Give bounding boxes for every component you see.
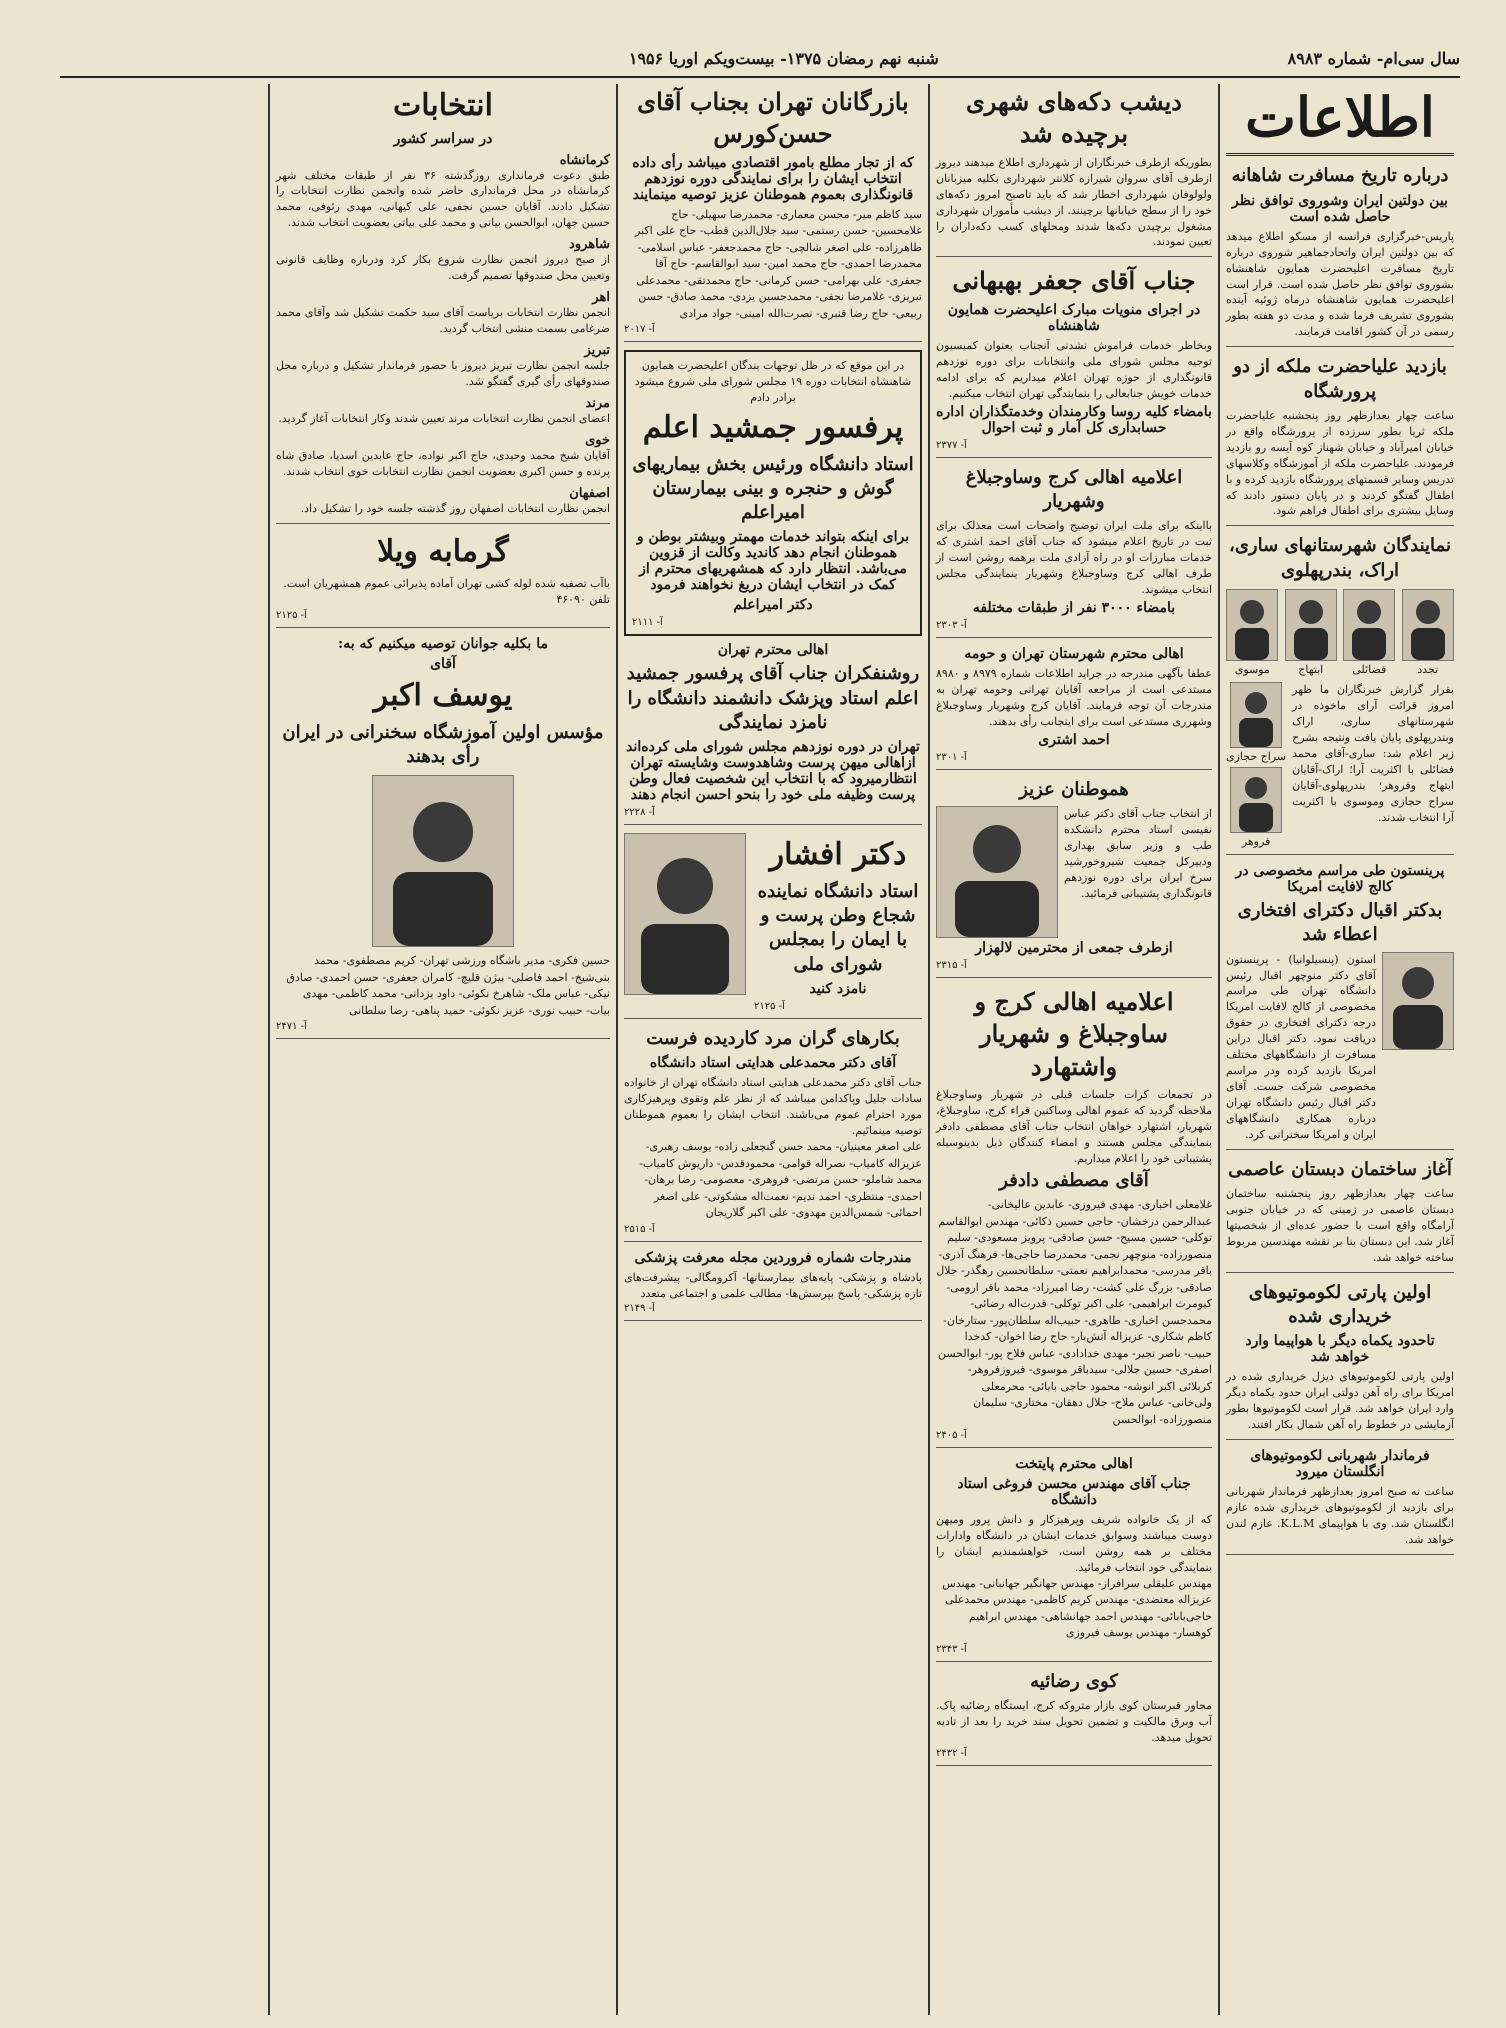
ad-jamshid-aalam — [624, 350, 922, 636]
subheadline: که از تجار مطلع بامور اقتصادی میباشد رأی داده انتخاب ایشان را برای نمایندگی دوره نوزدهم قانونگذاری بعموم هموطنان عزیز توصیه مینمایند — [632, 154, 914, 203]
ad-ref: آ- ۲۳۰۳ — [936, 619, 967, 631]
photo-caption: سراج حجازی — [1226, 750, 1287, 763]
headline: دکتر افشار — [769, 837, 907, 873]
ad-signature: نامزد کنید — [809, 981, 867, 998]
article-body: انجمن نظارت انتخابات بریاست آقای سید حکمت تشکیل شد وآقای محمد ضرغامی بسمت منشی انتخاب گردید. — [276, 306, 610, 336]
newspaper-page — [60, 40, 1460, 2015]
candidate-name: پرفسور جمشید اعلم — [642, 410, 904, 446]
ad-voters — [624, 642, 922, 825]
ad-ref: آ- ۲۴۷۱ — [276, 1021, 307, 1033]
ad-intro: ما بکلیه جوانان توصیه میکنیم که به: — [338, 636, 548, 652]
ad-koy-rezaieh — [936, 1670, 1212, 1766]
article-representatives — [1226, 534, 1454, 855]
article-body: استون (پنسیلوانیا) - پرینستون آقای دکتر منوچهر اقبال رئیس دانشگاه تهران طی مراسم مخصوصی از کالج لافایت امریکا درجه دکترای افتخاری در حقوق دریافت نمود. دکتر اقبال دراین مسافرت از دانشگاههای مختلف امریکا بازدید کرده ودر مراسم مخصوصی شرکت جست. آقای دکتر اقبال رئیس دانشگاه تهران درباره همکاری دانشگاههای ایران و امریکا سخنرانی کرد. — [1226, 952, 1376, 1141]
candidate-name: یوسف اکبر — [373, 678, 513, 713]
article-body: بقرار گزارش خبرنگاران ما ظهر امروز قرائت آرای ماخوذه در شهرستانهای ساری، اراک وبندرپهلوی پایان یافت ونتیجه بشرح زیر اعلام شد: ساری-آقای محمد فضائلی با اکثریت آرا؛ اراک-آقایان ابتهاج وفروهر؛ بندرپهلوی-آقایان سراج حجازی وموسوی با اکثریت آرا انتخاب شدند. — [1292, 683, 1454, 824]
portrait-image — [1343, 589, 1395, 661]
article-queen-visit — [1226, 355, 1454, 526]
headline: آغاز ساختمان دبستان عاصمی — [1228, 1158, 1452, 1180]
article-body: طبق دعوت فرمانداری روزگذشته ۳۶ نفر از طبقات مختلف شهر کرمانشاه در محل فرمانداری حاضر شده وانجمن نظارت انتخابات را تشکیل دادند. آقایان حسین نجفی، علی کیهانی، مهدی رئوفی، محمد حسین جهان، ابوالحسن بیانی و محمد علی بیاتی بعضویت انتخاب شدند. — [276, 168, 610, 230]
photo-seraj — [1226, 682, 1286, 763]
subheadline: تاحدود یکماه دیگر با هواپیما وارد خواهد شد — [1245, 1333, 1435, 1366]
article-uk — [1226, 1448, 1454, 1555]
ad-bahbahani — [936, 265, 1212, 457]
ad-ref: آ- ۲۱۲۵ — [754, 1001, 785, 1013]
ad-ashtari — [936, 646, 1212, 770]
signers-list: مهندس علیقلی سرافراز- مهندس جهانگیر جهانبانی- مهندس عزیزاله معتضدی- مهندس کریم کاظمی- مهندس محمدعلی حاجی‌بابائی- مهندس احمد جهانشاهی- مهندس ابراهیم کوهسار- مهندس یوسف فیروزی — [942, 1576, 1212, 1640]
city-ahar: اهر — [592, 290, 610, 306]
ad-foroughi — [936, 1456, 1212, 1662]
subheadline: در سراسر کشور — [393, 130, 493, 147]
headline: کوی رضائیه — [1030, 1670, 1118, 1692]
portrait-row — [1226, 589, 1454, 676]
masthead: اطلاعات — [1226, 88, 1454, 156]
ad-karaj — [936, 466, 1212, 638]
article-honorary-degree — [1226, 863, 1454, 1150]
candidate-name: آقای مصطفی دادفر — [999, 1169, 1149, 1191]
ad-ref: آ- ۲۳۱۵ — [936, 959, 967, 971]
article-body: جلسه انجمن نظارت تبریز دیروز با حضور فرماندار تشکیل و درباره محل صندوقهای رأی گیری گفتگو شد. — [276, 359, 610, 388]
ad-dadfar — [936, 986, 1212, 1448]
ad-ref: آ- ۲۱۲۵ — [276, 610, 307, 621]
ad-phone: تلفن ۴۶۰۹۰ — [556, 593, 610, 607]
headline: انتخابات — [393, 88, 493, 123]
headline: اهالی محترم شهرستان تهران و حومه — [964, 645, 1184, 662]
portrait-afshar — [624, 833, 746, 995]
ad-ref: آ- ۲۲۲۸ — [624, 807, 655, 819]
headline: جناب آقای مهندس محسن فروغی استاد دانشگاه — [957, 1476, 1191, 1509]
headline: روشنفکران جناب آقای پرفسور جمشید اعلم استاد وپزشک دانشمند دانشگاه را نامزد نمایندگی — [626, 663, 920, 734]
photo-mousavi — [1226, 589, 1278, 676]
ad-signature: ازطرف جمعی از محترمین لالهزار — [975, 939, 1173, 956]
ad-ref: آ- ۲۳۷۷ — [936, 439, 967, 451]
ad-body: مؤسس اولین آموزشگاه سخنرانی در ایران رأی بدهند — [282, 721, 604, 767]
ad-ref: آ- ۲۳۰۱ — [936, 751, 967, 763]
ad-signature: بامضاء کلیه روسا وکارمندان وخدمتگذاران اداره حسابداری کل آمار و ثبت احوال — [936, 403, 1212, 436]
portrait-image — [1285, 589, 1337, 661]
ad-body: وبخاطر خدمات فراموش نشدنی آنجناب بعنوان کمیسیون توجیه مجلس شورای ملی وانتخابات برای دوره نوزدهم قانونگذاری از حوزه تهران اعلام میداریم که برای ادامه خدمات خویش جنابعالی را بنمایندگی تهران انتخاب میکنیم. — [936, 338, 1212, 400]
portrait-nafisi — [936, 806, 1058, 938]
signers-list: غلامعلی اخباری- مهدی فیروزی- عابدین عالیخانی- عبدالرحمن درخشان- حاجی حسین ذکائی- مهندس ابوالقاسم توکلی- حسین مسیح- حسن صادقی- پرویز مسعودی- سلیم منصورزاده- منوچهر نجمی- محمدرضا حاجی‌ها- فرهنگ آذری- باقر مدرسی- محمدابراهیم نعمتی- سلطانحسین رهگذر- جلال صادقی- بزرگ علی کشت- رضا امیرزاد- محمد باقر ارومی- کیومرث ابراهیمی- علی اکبر توکلی- قدرت‌اله رضائی- محمدحسن اخباری- طاهری- حبیب‌اله سلطان‌پور- ستارخان- کاظم شکاری- عزیزاله آتش‌بار- حاج رضا اخوان- کدخدا حبیب- ناصر نجیر- مهدی خدادادی- عباس فلاح پور- ابوالحسن اصفری- حسین جلالی- سیدباقر موسوی- فیروزفروهر- کربلائی اکبر انوشه- محمود حاجی بابائی- محرمعلی ولی‌خانی- عباس ملاح- جلال دهقان- مختاری- سلیمان منصورزاده- ابوالحسن — [936, 1198, 1212, 1426]
ad-hedayati — [624, 1027, 922, 1242]
headline: اولین پارتی لکوموتیوهای خریداری شده — [1248, 1281, 1432, 1328]
city-isfahan: اصفهان — [569, 485, 610, 501]
headline: جناب آقای جعفر بهبهانی — [952, 266, 1196, 296]
subheadline: اهالی محترم تهران — [717, 642, 829, 659]
portrait-akbar — [372, 775, 514, 947]
city-khoy: خوی — [585, 432, 610, 448]
article-body: از صبح دیروز انجمن نظارت شروع بکار کرد ودرباره وظایف قانونی وتعیین محل صندوقها تصمیم گرفت. — [276, 253, 610, 283]
column-4 — [270, 84, 616, 2015]
ad-youth — [276, 636, 610, 1039]
photo-caption: تجدد — [1417, 663, 1439, 676]
headline: فرماندار شهربانی لکوموتیوهای انگلستان میرود — [1250, 1448, 1430, 1481]
issue-number: سال سی‌ام- شماره ۸۹۸۳ — [1287, 48, 1460, 68]
ad-ref: آ- ۲۰۱۷ — [624, 324, 655, 336]
photo-caption: فضائلی — [1352, 663, 1387, 676]
portrait-image — [1226, 589, 1278, 661]
ad-body: جناب آقای دکتر محمدعلی هدایتی استاد دانشگاه تهران از خانواده سادات جلیل وپاکدامن میباشد که از نظر علم وتقوی وپرهیزکاری مورد احترام عموم می‌باشند. انتخاب ایشان را بعموم هموطنان توصیه مینمائیم. — [624, 1076, 922, 1138]
subheadline: بین دولتین ایران وشوروی توافق نظر حاصل شده است — [1232, 192, 1448, 225]
ad-body: بااینکه برای ملت ایران توضیح واضحات است معذلک برای ثبت در تاریخ اعلام میشود که جناب آقای احمد اشتری که خدمات مبارزات او در راه آزادی ملت برهمه روشن است از طرف اهالی کرج وساوجبلاغ وشهریار بنمایندگی مجلس انتخاب میشوند. — [936, 519, 1212, 596]
article-body: انجمن نظارت انتخابات اصفهان روز گذشته جلسه خود را تشکیل داد. — [300, 501, 610, 515]
ad-magazine — [624, 1250, 922, 1322]
article-body: پاریس-خبرگزاری فرانسه از مسکو اطلاع میدهد که بین دولتین ایران واتحادجماهیر شوروی درباره تاریخ مسافرت اعلیحضرت همایون شاهنشاه بشوروی توافق نظر حاصل شده است. قرار است اعلیحضرت همایون شاهنشاه درماه ژوئیه آینده بشوروی تشریف فرما شده و مدت دو هفته بطور رسمی در آن کشور اقامت فرمایند. — [1226, 229, 1454, 339]
ad-ref: آ- ۲۴۳۲ — [936, 1747, 967, 1759]
headline: هموطنان عزیز — [1019, 778, 1129, 800]
ad-body: که از یک خانواده شریف وپرهیزکار و دانش پرور ومیهن دوست میباشند وسوابق خدمات ایشان در دانشگاه وادارات مختلف بر همه روشن است، خواهشمندیم ایشان را بنمایندگی خود انتخاب فرمائید. — [936, 1513, 1212, 1574]
ad-intro: در این موقع که در ظل توجهات بندگان اعلیحضرت همایون شاهنشاه انتخابات دوره ۱۹ مجلس شورای ملی شروع میشود برادر دادم — [634, 359, 912, 405]
ad-signature: احمد اشتری — [1038, 731, 1110, 748]
ad-body: مجاور قبرستان کوی بازار متروکه کرج، ایستگاه رضائیه پاک. آب وبرق مالکیت و تضمین تحویل سند خرید را بعد از تادیه تحویل میدهد. — [936, 1699, 1212, 1744]
subheadline: در اجرای منویات مبارک اعلیحضرت همایون شاهنشاه — [947, 301, 1201, 334]
ad-signature: بامضاء ۳۰۰۰ نفر از طبقات مختلفه — [972, 599, 1176, 616]
ad-ref: آ- ۲۱۴۹ — [624, 1303, 655, 1315]
subheadline: پرینستون طی مراسم مخصوصی در کالج لافایت امریکا — [1235, 863, 1445, 895]
portrait-eghbal — [1382, 952, 1454, 1050]
photo-ebtehaj — [1285, 589, 1337, 676]
ad-nafisi — [936, 778, 1212, 978]
portrait-image — [1402, 589, 1454, 661]
ad-kours — [624, 86, 922, 342]
article-body: آقایان شیخ محمد وحیدی، حاج اکبر نواده، حاج عابدین اسدیا، صادق شاه پرنده و حسن اکبری بعضویت انجمن نظارت انتخابات خوی انتخاب شدند. — [276, 448, 610, 478]
headline: نمایندگان شهرستانهای ساری، اراک، بندرپهلوی — [1229, 535, 1451, 581]
portrait-image — [1230, 767, 1282, 833]
article-body: اولین پارتی لکوموتیوهای دیزل خریداری شده در امریکا برای راه آهن دولتی ایران حدود یکماه دیگر وارد ایران خواهد شد. قرار است لکوموتیوها بطور آزمایشی در خطوط راه آهن شمال بکار افتند. — [1226, 1370, 1454, 1432]
ad-agha: آقای — [430, 656, 456, 672]
headline: درباره تاریخ مسافرت شاهانه — [1231, 165, 1449, 187]
headline: بازرگانان تهران بجناب آقای حسن‌کورس — [637, 87, 909, 149]
photo-caption: فروهر — [1241, 835, 1271, 848]
ad-body: تهران در دوره نوزدهم مجلس شورای ملی کرده‌اند ازاهالی میهن پرست وشاهدوست وشایسته تهران انتظارمیرود که با انتخاب این شخصیت فعال وطن پرست وظیفه ملی خود را بنحو احسن انجام دهند — [626, 739, 920, 804]
ad-ref: آ- ۲۵۱۵ — [624, 1223, 655, 1235]
signers-list: سید کاظم میر- محسن معماری- محمدرضا سهیلی- حاج غلامحسین- حسن رستمی- سید جلال‌الدین قطب- حاج علی اکبر طاهرزاده- علی اصغر شالچی- حاج محمدجعفر- عباس اسلامی- محمدرضا احمدی- حاج محمد امین- سید ابوالقاسم- حاج آقا جعفری- علی بهرامی- حسن کرمانی- حاج محمدتقی- محمدعلی تبریزی- غلامرضا نجفی- محمدحسین یزدی- محمد صادق- حسن ربیعی- حاج رضا قنبری- نصرت‌الله امینی- جواد مرادی — [635, 207, 922, 320]
article-body: ساعت چهار بعدازظهر روز پنجشنبه ساختمان دبستان عاصمی در زمینی که در خیابان جنوبی آرامگاه واقع است با حضور عده‌ای از شخصیتها آغاز شد. این دبستان بنا بر نقشه مهندسین مربوط ساخته خواهد شد. — [1226, 1187, 1454, 1264]
article-elections — [276, 86, 610, 524]
headline: بازدید علیاحضرت ملکه از دو پرورشگاه — [1233, 356, 1447, 402]
city-shahrud: شاهرود — [569, 237, 610, 253]
article-body: بطوریکه ازطرف خبرنگاران از شهرداری اطلاع میدهند دیروز ازطرف آقای سروان شیرازه کلانتر شهرداری بکلیه میزبانان ولولوفان شهرداری اخطار شد که باید تاصبح امروز دکه‌های خود را از سطح خیابانها برچینند. از دیشب مأموران شهرداری مشغول برچیدن دکه‌ها شدند ومحلهای کسب دکه‌داران را تعیین نمودند. — [936, 155, 1212, 249]
city-tabriz: تبریز — [584, 343, 610, 358]
photo-fazaeli — [1343, 589, 1395, 676]
city-kermanshah: کرمانشاه — [559, 152, 610, 168]
column-1 — [1220, 84, 1460, 2015]
subheadline: استاد دانشگاه نماینده شجاع وطن پرست و با ایمان را بمجلس شورای ملی — [757, 880, 919, 975]
article-locomotives — [1226, 1281, 1454, 1440]
headline: گرمابه ویلا — [377, 533, 509, 569]
city-marand: مرند — [585, 395, 610, 411]
article-body: اعضای انجمن نظارت انتخابات مرند تعیین شدند وکار انتخابات آغاز گردید. — [278, 411, 610, 425]
article-kiosks — [936, 86, 1212, 257]
column-3 — [618, 84, 928, 2015]
signers-list: علی اصغر معینیان- محمد حسن گنجعلی زاده- یوسف رهبری- عزیزاله کامیاب- نصراله قوامی- محمودقدس- داریوش کامیاب- محمد شاملو- حسن مرتضی- فروهری- معصومی- رضا برهان- احمدی- منتظری- احمد ندیم- نعمت‌اله مشکوتی- علی اصغر احمائی- شمس‌الدین مهدوی- علی اکبر گلاریجان — [639, 1140, 922, 1220]
candidate-title: استاد دانشگاه ورئیس بخش بیماریهای گوش و حنجره و بینی بیمارستان امیراعلم — [632, 453, 914, 524]
headline: بدکتر اقبال دکترای افتخاری اعطاء شد — [1237, 900, 1443, 946]
photo-tajaddod — [1402, 589, 1454, 676]
headline: مندرجات شماره فروردین مجله معرفت پزشکی — [634, 1249, 912, 1266]
ad-body: عطفا بآگهی مندرجه در جراید اطلاعات شماره ۸۹۷۹ و ۸۹۸۰ مستدعی است از مراجعه آقایان تهرانی وحومه تهران به مندرجات آن توجه فرمایند. آقایان کرج وشهریار وساوجبلاغ وشهرری مستدعی است برای اینجانب رأی بدهند. — [936, 666, 1212, 728]
headline: دیشب دکه‌های شهری برچیده شد — [966, 87, 1182, 149]
photo-caption: ابتهاج — [1298, 663, 1324, 676]
top-bar — [60, 40, 1460, 78]
subheadline: اهالی محترم پایتخت — [1015, 1456, 1133, 1473]
issue-date: شنبه نهم رمضان ۱۳۷۵- بیست‌ویکم اوریا ۱۹۵۶ — [628, 48, 939, 68]
signers-list: حسین فکری- مدیر باشگاه ورزشی تهران- کریم مصطفوی- محمد بنی‌شیخ- احمد فاضلی- بیژن قلیچ- کامران جعفری- حسن احمدی- صادق نیکی- عباس ملک- شاهرخ نکوئی- داود یزدانی- محمد کاظمی- مهدی بیات- حبیب نوری- عزیز نکوئی- حمید پناهی- رضا سلطانی — [286, 954, 610, 1017]
ad-body: باآب تصفیه شده لوله کشی تهران آماده پذیرائی عموم همشهریان است. — [283, 577, 610, 591]
ad-body: برای اینکه بتواند خدمات مهمتر وبیشتر بوطن و هموطنان انجام دهد کاندید وکالت از قزوین می‌باشد. انتظار دارد که همشهریهای محترم از کمک در انتخاب ایشان دریغ نخواهند فرمود — [636, 529, 910, 594]
ad-bathhouse — [276, 532, 610, 628]
portrait-image — [1230, 682, 1282, 748]
ad-afshar — [624, 833, 922, 1019]
headline: اعلامیه اهالی کرج و ساوجبلاغ و شهریار واشتهارد — [974, 986, 1174, 1081]
headline: اعلامیه اهالی کرج وساوجبلاغ وشهریار — [965, 466, 1183, 512]
ad-ref: آ- ۲۴۰۵ — [936, 1430, 967, 1442]
photo-caption: موسوی — [1234, 663, 1270, 676]
article-body: ساعت نه صبح امروز بعدازظهر فرماندار شهربانی برای بازدید از لکوموتیوهای خریداری شده عازم انگلستان شد. وی با هواپیمای K.L.M. عازم لندن خواهد شد. — [1226, 1485, 1454, 1546]
article-school — [1226, 1158, 1454, 1273]
article-royal-trip — [1226, 164, 1454, 347]
column-2 — [930, 84, 1218, 2015]
ad-ref: آ- ۲۳۴۳ — [936, 1643, 967, 1655]
headline: بکارهای گران مرد کاردیده فرست — [646, 1028, 900, 1050]
ad-body: در تجمعات کرات جلسات قبلی در شهریار وساوجبلاغ ملاحظه گردید که عموم اهالی وساکنین قراء کرج، ساوجبلاغ، شهریار، اشتهارد خواهان انتخاب جناب آقای مصطفی دادفر بنمایندگی مجلس هستند و امضاء کنندگان ذیل بدینوسیله پشتیبانی خود را اعلام میداریم. — [936, 1088, 1212, 1165]
ad-signature: دکتر امیراعلم — [733, 597, 813, 614]
article-body: ساعت چهار بعدازظهر روز پنجشنبه علیاحضرت ملکه ثریا بطور سرزده از پرورشگاه واقع در خیابان امیرآباد و خیابان شهناز کوه آیسه رو بازدید فرمودند. علیاحضرت ملکه از آموزشگاه وکلاسهای تدریس وسایر قسمتهای پرورشگاه بازدید کرده و با اطفال گفتگو کردند و در پایان دستور دادند که وسایل بیشتری برای اطفال فراهم شود. — [1226, 408, 1454, 518]
subheadline: آقای دکتر محمدعلی هدایتی استاد دانشگاه — [649, 1055, 897, 1072]
photo-forouhar — [1226, 767, 1286, 848]
ad-body: از انتخاب جناب آقای دکتر عباس نفیسی استاد محترم دانشکده طب و وزیر سابق بهداری ودبیرکل جمعیت شیروخورشید سرخ ایران برای دوره نوزدهم قانونگذاری پشتیبانی فرمائید. — [1064, 806, 1212, 900]
ad-body: پادشاه و پزشکی- پایه‌های بیمارستانها- آکرومگالی- پیشرفت‌های تازه پزشکی- پاسخ بپرسش‌ها- مطالب علمی و اجتماعی متعدد — [624, 1270, 922, 1300]
ad-ref: آ- ۲۱۱۱ — [632, 617, 663, 629]
